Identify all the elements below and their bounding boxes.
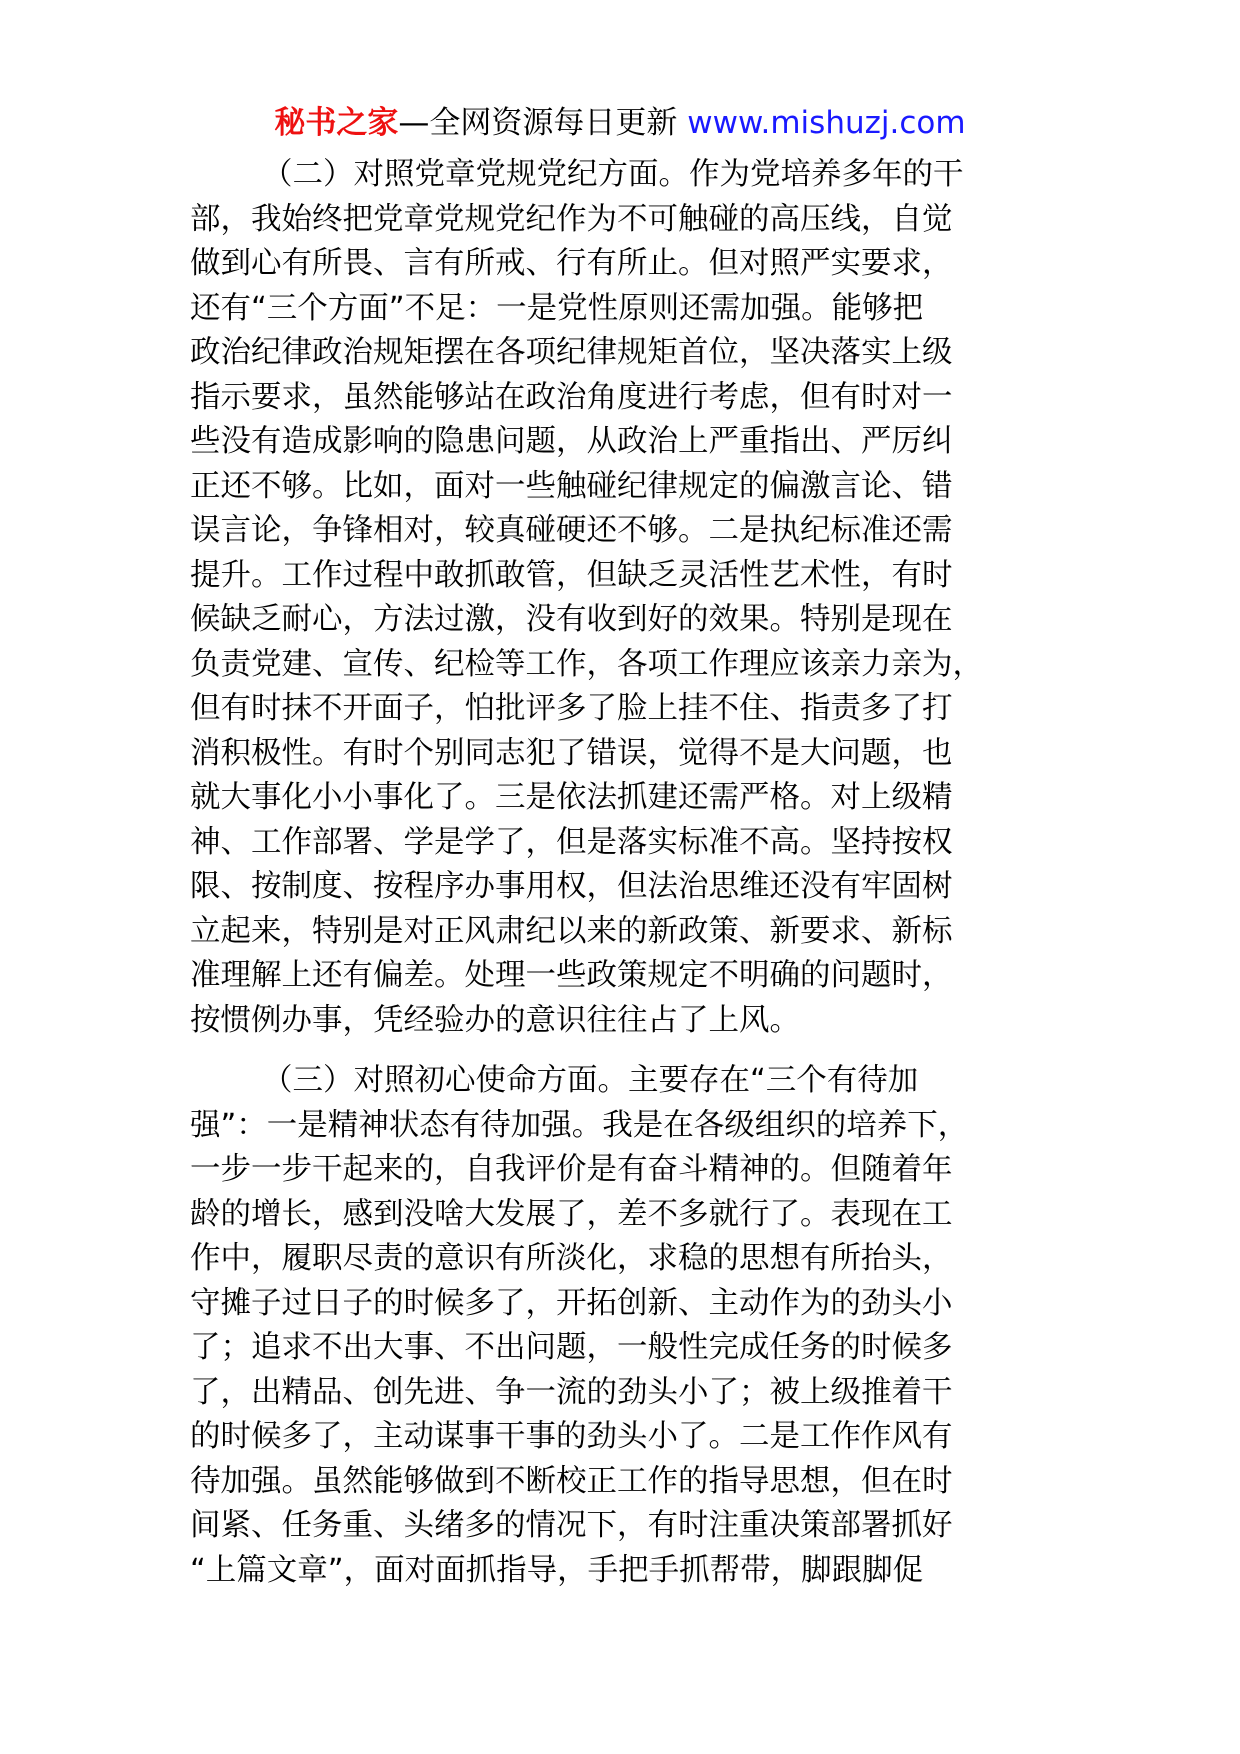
text-line: 政治纪律政治规矩摆在各项纪律规矩首位，坚决落实上级 — [190, 335, 953, 370]
text-line: 待加强。虽然能够做到不断校正工作的指导思想，但在时 — [190, 1463, 953, 1499]
text-line: 了，出精品、创先进、争一流的劲头小了；被上级推着干 — [190, 1374, 953, 1410]
text-line: 的时候多了，主动谋事干事的劲头小了。二是工作作风有 — [190, 1419, 953, 1454]
text-line: 但有时抹不开面子，怕批评多了脸上挂不住、指责多了打 — [190, 691, 953, 726]
text-line: 正还不够。比如，面对一些触碰纪律规定的偏激言论、错 — [190, 468, 953, 504]
text-line: 限、按制度、按程序办事用权，但法治思维还没有牢固树 — [190, 869, 953, 904]
text-line: 立起来，特别是对正风肃纪以来的新政策、新要求、新标 — [190, 913, 953, 949]
paragraph-original-mission — [190, 1059, 1060, 1593]
text-line: 就大事化小小事化了。三是依法抓建还需严格。对上级精 — [190, 780, 953, 815]
text-line: 间紧、任务重、头绪多的情况下，有时注重决策部署抓好 — [190, 1508, 953, 1543]
text-line: 神、工作部署、学是学了，但是落实标准不高。坚持按权 — [190, 824, 953, 860]
text-line: 误言论，争锋相对，较真碰硬还不够。二是执纪标准还需 — [190, 513, 953, 548]
text-line: 了；追求不出大事、不出问题，一般性完成任务的时候多 — [190, 1330, 953, 1365]
text-line: 还有“三个方面”不足：一是党性原则还需加强。能够把 — [190, 290, 924, 326]
page-header — [0, 103, 1240, 143]
text-line: 一步一步干起来的，自我评价是有奋斗精神的。但随着年 — [190, 1152, 953, 1187]
text-line: 准理解上还有偏差。处理一些政策规定不明确的问题时， — [190, 958, 953, 993]
text-line: 负责党建、宣传、纪检等工作，各项工作理应该亲力亲为， — [190, 646, 983, 682]
text-line: （二）对照党章党规党纪方面。作为党培养多年的干 — [262, 157, 964, 192]
document-body — [190, 153, 1060, 1593]
paragraph-party-rules — [190, 153, 1060, 1043]
text-line: 些没有造成影响的隐患问题，从政治上严重指出、严厉纠 — [190, 424, 953, 459]
text-line: 龄的增长，感到没啥大发展了，差不多就行了。表现在工 — [190, 1196, 953, 1232]
text-line: 部，我始终把党章党规党纪作为不可触碰的高压线，自觉 — [190, 201, 953, 237]
text-line: 按惯例办事，凭经验办的意识往往占了上风。 — [190, 1002, 800, 1038]
text-line: 强”：一是精神状态有待加强。我是在各级组织的培养下， — [190, 1107, 969, 1143]
site-brand: 秘书之家 — [274, 105, 399, 141]
text-line: “上篇文章”，面对面抓指导，手把手抓帮带，脚跟脚促 — [190, 1552, 924, 1588]
text-line: 消积极性。有时个别同志犯了错误，觉得不是大问题，也 — [190, 735, 953, 771]
site-tagline: —全网资源每日更新 — [398, 105, 688, 141]
text-line: 提升。工作过程中敢抓敢管，但缺乏灵活性艺术性，有时 — [190, 557, 953, 593]
text-line: 做到心有所畏、言有所戒、行有所止。但对照严实要求， — [190, 246, 953, 281]
text-line: 指示要求，虽然能够站在政治角度进行考虑，但有时对一 — [190, 379, 953, 415]
text-line: 作中，履职尽责的意识有所淡化，求稳的思想有所抬头， — [190, 1241, 953, 1276]
text-line: 候缺乏耐心，方法过激，没有收到好的效果。特别是现在 — [190, 602, 953, 637]
site-url[interactable]: www.mishuzj.com — [687, 105, 966, 141]
text-line: 守摊子过日子的时候多了，开拓创新、主动作为的劲头小 — [190, 1285, 953, 1321]
text-line: （三）对照初心使命方面。主要存在“三个有待加 — [262, 1063, 919, 1098]
